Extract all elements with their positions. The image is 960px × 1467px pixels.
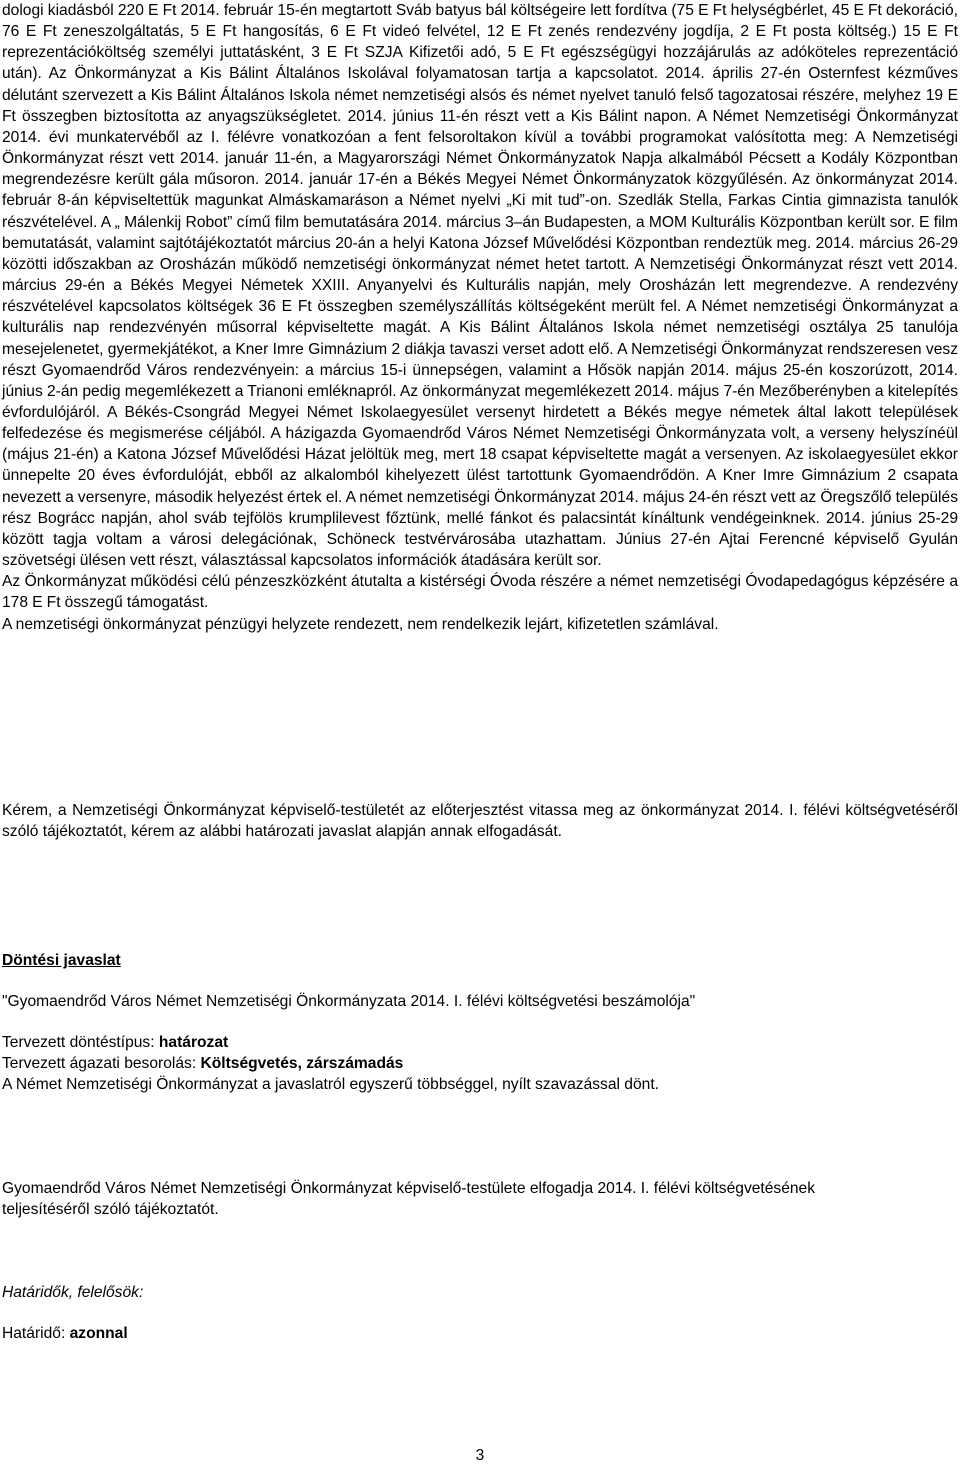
decision-sector-label: Tervezett ágazati besorolás:: [2, 1055, 201, 1072]
decision-meta-block: [2, 1032, 958, 1095]
deadline-line: [2, 1323, 958, 1344]
request-paragraph: Kérem, a Nemzetiségi Önkormányzat képviselő-testületét az előterjesztést vitassa meg az önkormányzat 2014. I. félévi költségvetéséről szóló tájékoztatót, kérem az alábbi határozati javaslat alapján annak elfogadását.: [2, 802, 958, 840]
deadlines-heading: Határidők, felelősök:: [2, 1284, 144, 1301]
decision-sector-value: Költségvetés, zárszámadás: [200, 1055, 404, 1072]
decision-sector-line: [2, 1053, 958, 1074]
support-paragraph: Az Önkormányzat működési célú pénzeszközként átutalta a kistérségi Óvoda részére a német nemzetiségi Óvodapedagógus képzésére a 178 E Ft összegű támogatást.: [2, 573, 958, 612]
decision-type-line: [2, 1032, 958, 1053]
report-body: [2, 0, 958, 635]
page-number: 3: [475, 1447, 485, 1464]
decision-type-label: Tervezett döntéstípus:: [2, 1034, 159, 1051]
deadline-label: Határidő:: [2, 1325, 70, 1342]
resolution-text: Gyomaendrőd Város Német Nemzetiségi Önkormányzat képviselő-testülete elfogadja 2014. I. félévi költségvetésének teljesítéséről szóló tájékoztatót.: [2, 1180, 816, 1218]
decision-heading-block: [2, 950, 958, 971]
deadline-block: [2, 1323, 958, 1344]
decision-vote-text: A Német Nemzetiségi Önkormányzat a javaslatról egyszerű többséggel, nyílt szavazással dönt.: [2, 1076, 659, 1093]
request-block: [2, 800, 958, 842]
decision-heading: Döntési javaslat: [2, 952, 121, 969]
deadlines-heading-block: [2, 1282, 958, 1303]
decision-title-block: [2, 991, 958, 1012]
resolution-block: [2, 1178, 832, 1220]
decision-title: "Gyomaendrőd Város Német Nemzetiségi Önkormányzata 2014. I. félévi költségvetési beszámolója": [2, 993, 696, 1010]
finance-paragraph: A nemzetiségi önkormányzat pénzügyi helyzete rendezett, nem rendelkezik lejárt, kifizetetlen számlával.: [2, 615, 719, 633]
deadline-value: azonnal: [69, 1325, 128, 1342]
decision-type-value: határozat: [158, 1034, 229, 1051]
activities-paragraph: dologi kiadásból 220 E Ft 2014. február 15-én megtartott Sváb batyus bál költségeire lett fordítva (75 E Ft helységbérlet, 45 E Ft dekoráció, 76 E Ft zeneszolgáltatás, 5 E Ft hangosítás, 6 E Ft videó felvétel, 12 E Ft zenés rendezvény jogdíja, 2 E Ft posta költség.) 15 E Ft reprezentációköltség személyi juttatásként, 3 E Ft SZJA Kifizetői adó, 5 E Ft egészségügyi hozzájárulás az adóköteles reprezentáció után). Az Önkormányzat a Kis Bálint Általános Iskolával folyamatosan tartja a kapcsolatot. 2014. április 27-én Osternfest kézműves délutánt szervezett a Kis Bálint Általános Iskola német nemzetiségi alsós és német nyelvet tanuló felső tagozatosai részére, melyhez 19 E Ft összegben biztosította az anyagszükségletet. 2014. június 11-én részt vett a Kis Bálint napon. A Német Nemzetiségi Önkormányzat 2014. évi munkatervéből az I. félévre vonatkozóan a fent felsoroltakon kívül a további programokat valósította meg: A Nemzetiségi Önkormányzat részt vett 2014. január 11-én, a Magyarországi Német Önkormányzatok Napja alkalmából Pécsett a Kodály Központban megrendezésre került gála műsoron. 2014. január 17-én a Békés Megyei Német Önkormányzatok közgyűlésén. Az önkormányzat 2014. február 8-án képviseltettük magunkat Almáskamaráson a Német nyelvi „Ki mit tud”-on. Szedlák Stella, Farkas Cintia gimnazista tanulók részvételével. A „ Málenkij Robot” című film bemutatására 2014. március 3–án Budapesten, a MOM Kulturális Központban került sor. E film bemutatását, valamint sajtótájékoztatót március 20-án a helyi Katona József Művelődési Központban rendeztük meg. 2014. március 26-29 közötti időszakban az Orosházán működő nemzetiségi önkormányzat német hetet tartott. A Nemzetiségi Önkormányzat részt vett 2014. március 29-én a Békés Megyei Németek XXIII. Anyanyelvi és Kulturális napján, mely Orosházán lett megrendezve. A rendezvény részvételével kapcsolatos költségek 36 E Ft összegben személyszállítás költségeként merült fel. A Német nemzetiségi Önkormányzat a kulturális nap rendezvényén műsorral képviseltette magát. A Kis Bálint Általános Iskola német nemzetiségi osztálya 25 tanulója mesejelenetet, gyermekjátékot, a Kner Imre Gimnázium 2 diákja tavaszi verset adott elő. A Nemzetiségi Önkormányzat rendszeresen vesz részt Gyomaendrőd Város rendezvényein: a március 15-i ünnepségen, valamint a Hősök napján 2014. május 25-én koszorúzott, 2014. június 2-án pedig megemlékezett a Trianoni emléknapról. Az önkormányzat megemlékezett 2014. május 7-én Mezőberényben a kitelepítés évfordulójáról. A Békés-Csongrád Megyei Német Iskolaegyesület versenyt hirdetett a Békés megye németek által lakott települések felfedezése és megismerése céljából. A házigazda Gyomaendrőd Város Német Nemzetiségi Önkormányzata volt, a verseny helyszínéül (május 21-én) a Katona József Művelődési Házat jelöltük meg, mert 18 csapat képviseltette magát a versenyen. Az iskolaegyesület ekkor ünnepelte 20 éves évfordulóját, ebből az alkalomból kihelyezett ülést tartottunk Gyomaendrődön. A Kner Imre Gimnázium 2 csapata nevezett a versenyre, második helyezést értek el. A német nemzetiségi Önkormányzat 2014. május 24-én részt vett az Öregszőlő település rész Bográcс napján, ahol sváb tejfölös krumplilevest főztünk, mellé fánkot és palacsintát kínáltunk vendégeinknek. 2014. június 25-29 között tagja voltam a városi delegációnak, Schöneck testvérvárosába utazhattam. Június 27-én Ajtai Ferencné képviselő Gyulán szövetségi ülésen vett részt, választással kapcsolatos információk átadására került sor.: [2, 2, 958, 570]
